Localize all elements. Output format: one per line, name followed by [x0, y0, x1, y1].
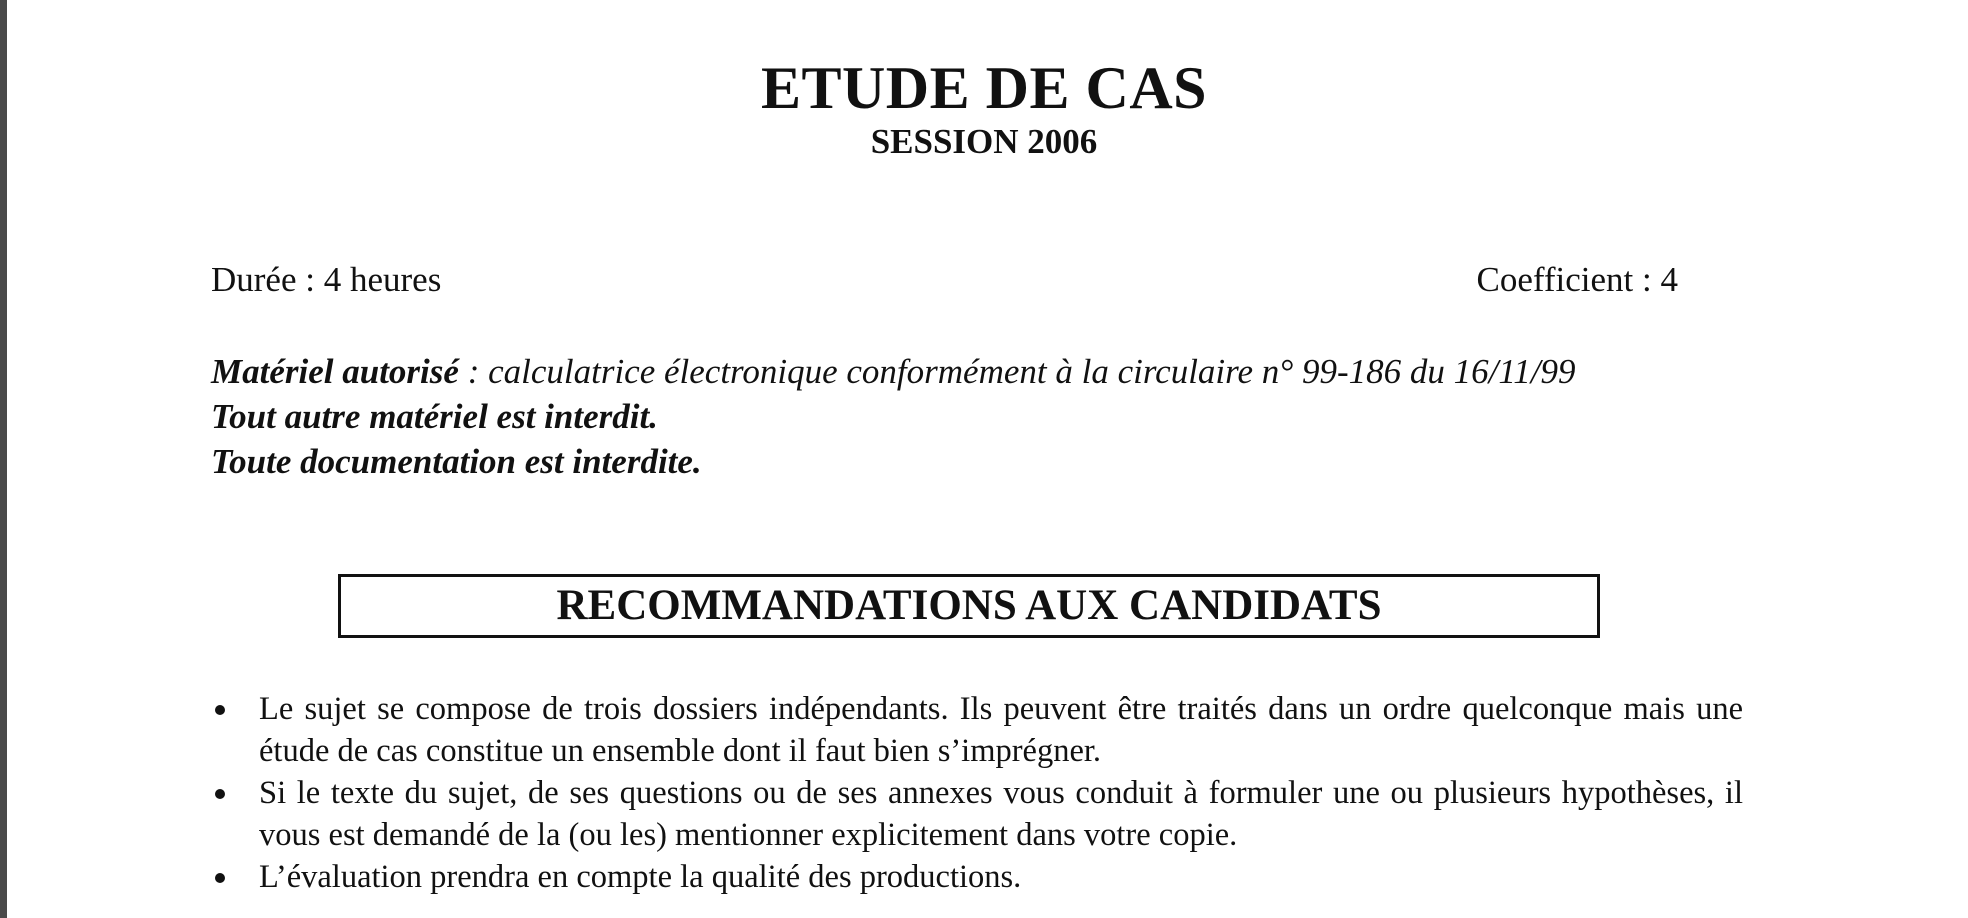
bullet-icon — [215, 789, 225, 799]
bullet-icon — [215, 873, 225, 883]
materiel-line — [211, 349, 1661, 394]
rule-materiel: Tout autre matériel est interdit. — [211, 397, 658, 436]
materiel-text: : calculatrice électronique conformément à la circulaire n° 99-186 du 16/11/99 — [458, 352, 1576, 391]
bullet-icon — [215, 705, 225, 715]
list-item-text: Si le texte du sujet, de ses questions ou de ses annexes vous conduit à formuler une ou plusieurs hypothèses, il vous est demandé de la (ou les) mentionner explicitement dans votre copie. — [259, 775, 1743, 853]
list-item — [211, 856, 1743, 898]
list-item — [211, 688, 1743, 772]
materiel-label: Matériel autorisé — [211, 352, 459, 391]
recommendations-list — [211, 688, 1743, 898]
recommendations-heading: RECOMMANDATIONS AUX CANDIDATS — [338, 574, 1600, 638]
session-label: SESSION 2006 — [870, 122, 1098, 161]
list-item-text: L’évaluation prendra en compte la qualité des productions. — [259, 859, 1022, 895]
coefficient-text: Coefficient : 4 — [1476, 260, 1678, 299]
rule-documentation: Toute documentation est interdite. — [211, 442, 702, 481]
document-title: ETUDE DE CAS — [760, 55, 1208, 121]
list-item-text: Le sujet se compose de trois dossiers indépendants. Ils peuvent être traités dans un ordre quelconque mais une étude de cas constitue un ensemble dont il faut bien s’imprégner. — [259, 691, 1743, 769]
duration-text: Durée : 4 heures — [211, 260, 442, 299]
materiel-section — [211, 349, 1661, 484]
list-item — [211, 772, 1743, 856]
